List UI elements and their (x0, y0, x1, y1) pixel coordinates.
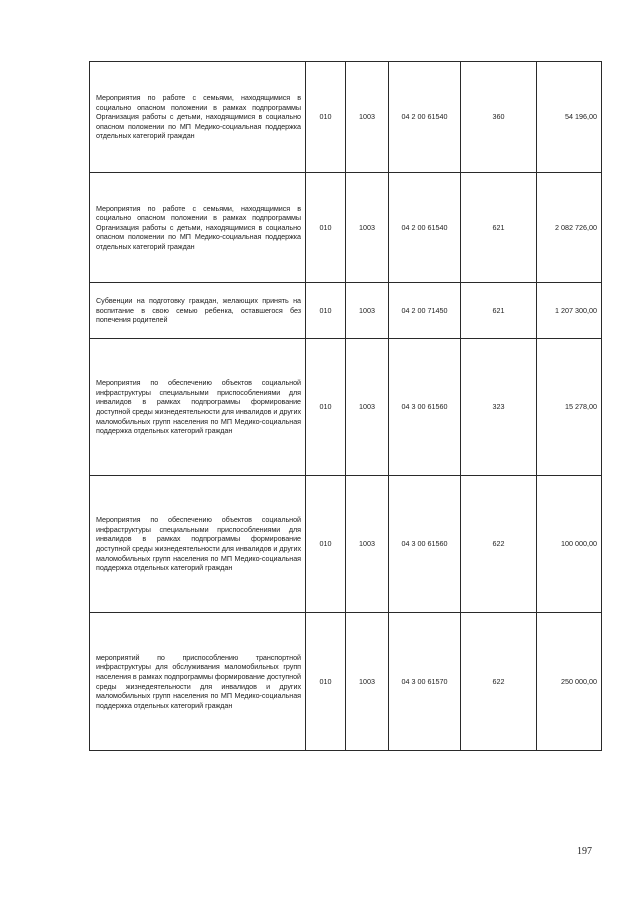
row-description: Субвенции на подготовку граждан, желающих принять на воспитание в свою семью ребенка, оставшегося без попечения родителей (90, 283, 306, 339)
row-description: Мероприятия по обеспечению объектов социальной инфраструктуры специальными приспособлениями для инвалидов в рамках подпрограммы формирование доступной среды жизнедеятельности для инвалидов и других маломобильных групп населения по МП Медико-социальная поддержка отдельных категорий граждан (90, 339, 306, 476)
row-code: 010 (306, 476, 346, 613)
row-target-article: 04 3 00 61570 (389, 613, 461, 751)
row-description: мероприятий по приспособлению транспортной инфраструктуры для обслуживания маломобильных групп населения в рамках подпрограммы формирование доступной среды жизнедеятельности для инвалидов и других маломобильных групп населения по МП Медико-социальная поддержка отдельных категорий граждан (90, 613, 306, 751)
row-amount: 250 000,00 (537, 613, 602, 751)
row-expense-type: 621 (461, 283, 537, 339)
budget-table (89, 61, 602, 751)
row-section: 1003 (346, 613, 389, 751)
row-amount: 1 207 300,00 (537, 283, 602, 339)
row-section: 1003 (346, 476, 389, 613)
row-target-article: 04 2 00 71450 (389, 283, 461, 339)
table-row (90, 613, 602, 751)
row-target-article: 04 2 00 61540 (389, 173, 461, 283)
row-description: Мероприятия по работе с семьями, находящимися в социально опасном положении в рамках подпрограммы Организация работы с детьми, находящимися в социально опасном положении по МП Медико-социальная поддержка отдельных категорий граждан (90, 62, 306, 173)
row-expense-type: 622 (461, 613, 537, 751)
row-description: Мероприятия по обеспечению объектов социальной инфраструктуры специальными приспособлениями для инвалидов в рамках подпрограммы формирование доступной среды жизнедеятельности для инвалидов и других маломобильных групп населения по МП Медико-социальная поддержка отдельных категорий граждан (90, 476, 306, 613)
row-target-article: 04 2 00 61540 (389, 62, 461, 173)
row-description: Мероприятия по работе с семьями, находящимися в социально опасном положении в рамках подпрограммы Организация работы с детьми, находящимися в социально опасном положении по МП Медико-социальная поддержка отдельных категорий граждан (90, 173, 306, 283)
row-amount: 100 000,00 (537, 476, 602, 613)
row-section: 1003 (346, 283, 389, 339)
table-row (90, 62, 602, 173)
row-amount: 54 196,00 (537, 62, 602, 173)
row-section: 1003 (346, 173, 389, 283)
row-section: 1003 (346, 339, 389, 476)
table-row (90, 339, 602, 476)
row-target-article: 04 3 00 61560 (389, 476, 461, 613)
row-target-article: 04 3 00 61560 (389, 339, 461, 476)
page-number: 197 (577, 846, 592, 857)
table-row (90, 476, 602, 613)
table-row (90, 173, 602, 283)
row-section: 1003 (346, 62, 389, 173)
row-code: 010 (306, 62, 346, 173)
row-amount: 15 278,00 (537, 339, 602, 476)
row-code: 010 (306, 283, 346, 339)
row-expense-type: 323 (461, 339, 537, 476)
table-row (90, 283, 602, 339)
row-amount: 2 082 726,00 (537, 173, 602, 283)
row-code: 010 (306, 613, 346, 751)
row-code: 010 (306, 339, 346, 476)
row-code: 010 (306, 173, 346, 283)
row-expense-type: 621 (461, 173, 537, 283)
row-expense-type: 622 (461, 476, 537, 613)
row-expense-type: 360 (461, 62, 537, 173)
